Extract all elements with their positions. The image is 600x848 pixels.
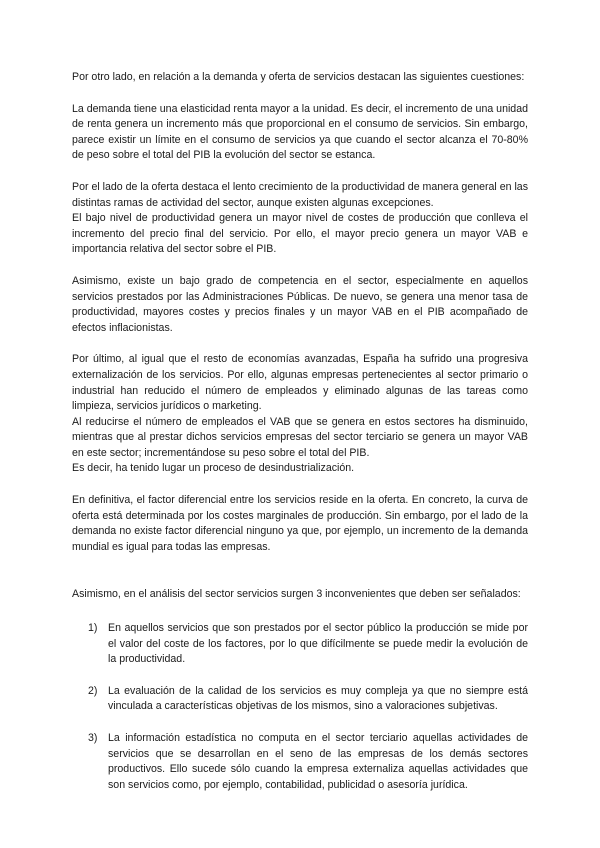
spacer bbox=[72, 571, 528, 587]
list-item-number: 2) bbox=[88, 684, 98, 697]
paragraph-productivity: El bajo nivel de productividad genera un mayor nivel de costes de producción que conlleva el incremento del precio final del servicio. Por ello, el mayor precio genera un mayor VAB e importancia relativa del sector sobre el PIB. bbox=[72, 212, 528, 256]
list-item-text: La evaluación de la calidad de los servicios es muy compleja ya que no siempre está vinculada a características objetivas de los mismos, sino a valoraciones subjetivas. bbox=[108, 684, 528, 713]
paragraph-competition: Asimismo, existe un bajo grado de competencia en el sector, especialmente en aquellos servicios prestados por las Administraciones Públicas. De nuevo, se genera una menor tasa de productividad, mayores costes y precios finales y un mayor VAB en el PIB acompañado de efectos inflacionistas. bbox=[72, 274, 528, 334]
paragraph-vab: Al reducirse el número de empleados el VAB que se genera en estos sectores ha disminuido, mientras que al prestar dichos servicios empresas del sector terciario se genera un mayor VAB en este sector; incrementándose su peso sobre el total del PIB. bbox=[72, 415, 528, 459]
paragraph-externalization: Por último, al igual que el resto de economías avanzadas, España ha sufrido una progresiva externalización de los servicios. Por ello, algunas empresas pertenecientes al sector primario o industrial han reducido el número de empleados y eliminado algunas de las tareas como limpieza, servicios jurídicos o marketing. bbox=[72, 353, 528, 413]
inconvenients-list bbox=[72, 621, 528, 793]
list-item-text: En aquellos servicios que son prestados por el sector público la producción se mide por el valor del coste de los factores, por lo que difícilmente se puede medir la evolución de la productividad. bbox=[108, 622, 528, 666]
paragraph-conclusion: En definitiva, el factor diferencial entre los servicios reside en la oferta. En concreto, la curva de oferta está determinada por los costes marginales de producción. Sin embargo, por el lado de la demanda no existe factor diferencial ninguno ya que, por ejemplo, un incremento de la demanda mundial es igual para todas las empresas. bbox=[72, 494, 528, 553]
list-item-text: La información estadística no computa en el sector terciario aquellas actividades de servicios que se desarrollan en el seno de las empresas de los demás sectores productivos. Ello sucede sólo cuando la empresa externaliza aquellas actividades que son servicios como, por ejemplo, contabilidad, publicidad o asesoría jurídica. bbox=[108, 732, 528, 791]
list-item-number: 3) bbox=[88, 732, 98, 744]
paragraph-inconvenients-intro: Asimismo, en el análisis del sector servicios surgen 3 inconvenientes que deben ser señalados: bbox=[72, 588, 521, 601]
paragraph-deindustrialization: Es decir, ha tenido lugar un proceso de desindustrialización. bbox=[72, 462, 355, 475]
list-item bbox=[88, 731, 528, 793]
list-item-number: 1) bbox=[88, 622, 98, 635]
paragraph-supply: Por el lado de la oferta destaca el lento crecimiento de la productividad de manera general en las distintas ramas de actividad del sector, aunque existen algunas excepciones. bbox=[72, 180, 528, 209]
paragraph-intro: Por otro lado, en relación a la demanda y oferta de servicios destacan las siguientes cuestiones: bbox=[72, 71, 525, 83]
list-item bbox=[88, 684, 528, 715]
list-item bbox=[88, 621, 528, 668]
paragraph-demand: La demanda tiene una elasticidad renta mayor a la unidad. Es decir, el incremento de una unidad de renta genera un incremento más que proporcional en el consumo de servicios. Sin embargo, parece existir un límite en el consumo de servicios ya que cuando el sector alcanza el 70-80% de peso sobre el total del PIB la evolución del sector se estanca. bbox=[72, 102, 528, 162]
